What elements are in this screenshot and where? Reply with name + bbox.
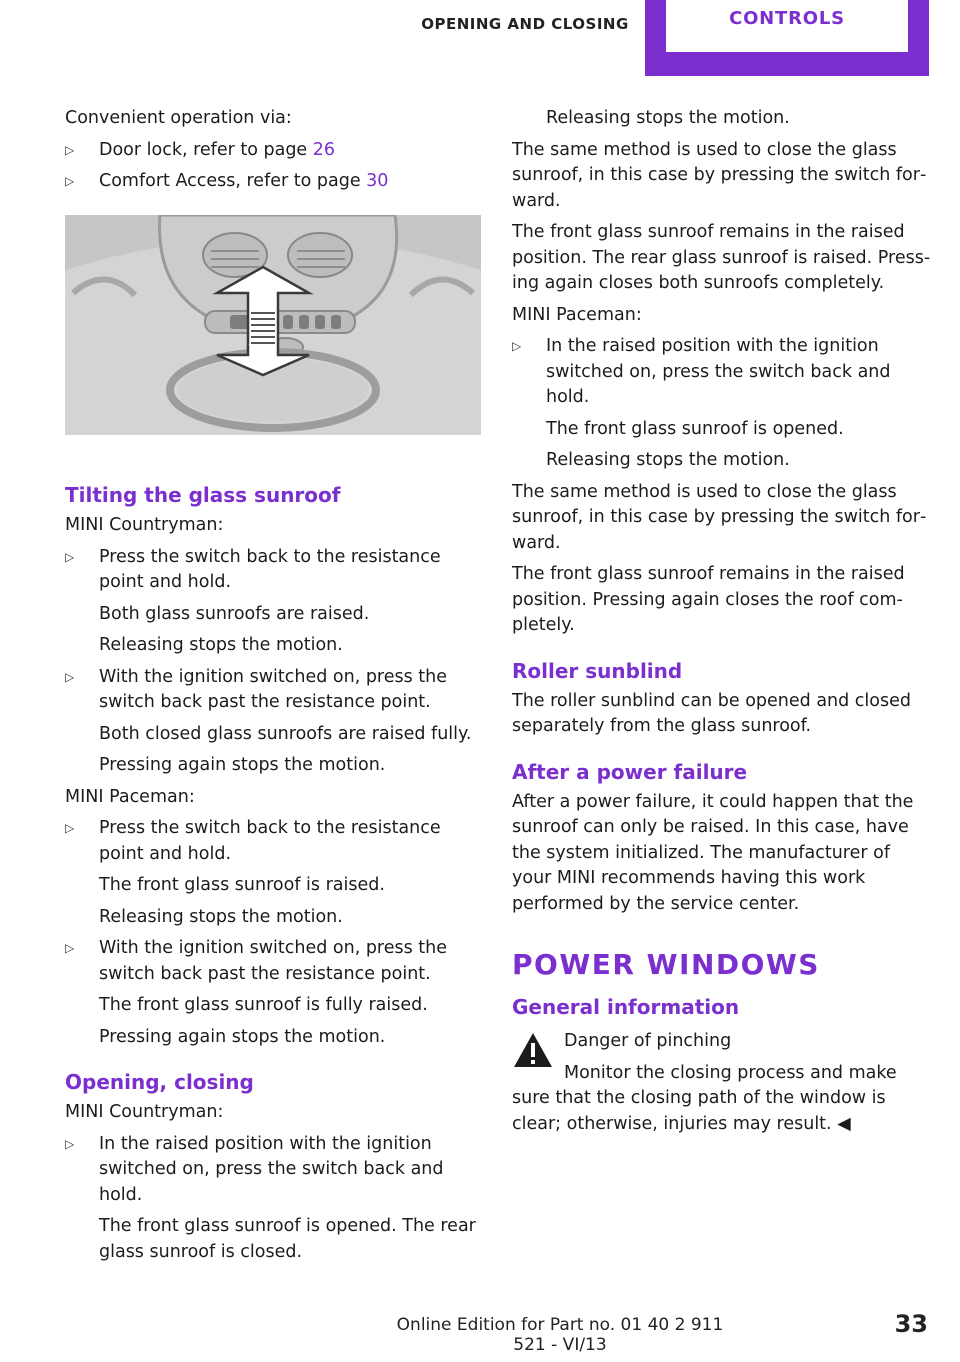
list-item-result: The front glass sunroof is raised. [99, 875, 385, 895]
page-link[interactable]: 30 [366, 171, 389, 191]
list-item-text: Press the switch back to the resistance point and hold. [99, 546, 441, 592]
chapter-tab [645, 0, 929, 76]
warning-text: Monitor the closing process and make [564, 1062, 897, 1083]
list-item-result: Pressing again stops the motion. [99, 1026, 386, 1047]
intro-list [65, 138, 483, 195]
list-item-text: In the raised position with the ignition switched on, press the switch back and hold. [546, 336, 891, 407]
triangle-right-icon: ▷ [65, 549, 75, 564]
model-label: MINI Paceman: [65, 786, 195, 807]
paragraph: The same method is used to close the glass sunroof, in this case by pressing the switch for‐ward. [512, 481, 927, 553]
paragraph: The roller sunblind can be opened and closed separately from the glass sunroof. [512, 690, 911, 736]
list-item-result: Both glass sunroofs are raised. [99, 603, 370, 624]
list-item-text: Press the switch back to the resistance point and hold. [99, 818, 441, 864]
list-item-result: Pressing again stops the motion. [99, 755, 386, 775]
footer-edition: Online Edition for Part no. 01 40 2 911 521 - VI/13 [396, 1315, 724, 1355]
triangle-right-icon: ▷ [65, 142, 75, 157]
paragraph: The front glass sunroof remains in the raised position. Pressing again closes the roof com‐pletely. [512, 564, 905, 635]
list-item [65, 138, 483, 164]
triangle-right-icon: ▷ [512, 339, 522, 353]
list-item-text: In the raised position with the ignition switched on, press the switch back and hold. [99, 1133, 444, 1205]
list-item [65, 545, 483, 659]
page-link[interactable]: 26 [312, 139, 336, 160]
warning-title: Danger of pinching [564, 1031, 732, 1051]
intro-text: Convenient operation via: [65, 108, 292, 128]
section-heading-power-failure: After a power failure [512, 759, 748, 784]
list-item-text: Door lock, refer to page [99, 139, 313, 160]
end-mark-icon: ◀ [837, 1113, 851, 1134]
list-item-text: Comfort Access, refer to page [99, 171, 367, 191]
paragraph: The front glass sunroof remains in the raised position. The rear glass sunroof is raised. Press‐ing again closes both sunroofs completely. [512, 222, 931, 293]
list-item [65, 1132, 483, 1266]
chapter-tab-label: CONTROLS [666, 0, 908, 52]
triangle-right-icon: ▷ [65, 669, 75, 684]
list-item-result: Releasing stops the motion. [99, 906, 343, 927]
triangle-right-icon: ▷ [65, 821, 75, 835]
list-item [65, 665, 483, 779]
paragraph: The same method is used to close the glass sunroof, in this case by pressing the switch for‐ward. [512, 139, 927, 211]
list-item [65, 169, 483, 195]
warning-triangle-icon [512, 1031, 554, 1069]
model-label: MINI Paceman: [512, 304, 642, 325]
page-number: 33 [894, 1310, 928, 1338]
list-item [65, 816, 483, 930]
paceman-opening-list [512, 334, 932, 474]
list-item-result: Releasing stops the motion. [99, 635, 343, 655]
right-column [512, 106, 932, 1137]
warning-text: sure that the closing path of the window is clear; otherwise, injuries may result. [512, 1088, 886, 1134]
list-item-result: Releasing stops the motion. [546, 450, 790, 470]
countryman-tilting-list [65, 545, 483, 779]
list-item-text: With the ignition switched on, press the switch back past the resistance point. [99, 938, 448, 984]
warning-box [512, 1029, 932, 1137]
chapter-heading-power-windows: POWER WINDOWS [512, 948, 820, 981]
section-heading-general-information: General information [512, 995, 740, 1019]
section-heading-roller-sunblind: Roller sunblind [512, 658, 683, 683]
list-item-result: The front glass sunroof is opened. [546, 418, 844, 439]
running-header-section: OPENING AND CLOSING [421, 15, 629, 33]
triangle-right-icon: ▷ [65, 941, 75, 955]
list-item-result: Both closed glass sunroofs are raised fully. [99, 723, 472, 744]
countryman-opening-list [65, 1132, 483, 1266]
section-heading-opening: Opening, closing [65, 1070, 254, 1094]
triangle-right-icon: ▷ [65, 1136, 75, 1151]
paceman-tilting-list [65, 816, 483, 1050]
list-item-result: The front glass sunroof is fully raised. [99, 995, 428, 1015]
left-column [65, 106, 483, 1271]
triangle-right-icon: ▷ [65, 174, 75, 188]
list-item-text: With the ignition switched on, press the switch back past the resistance point. [99, 666, 448, 712]
list-item [65, 936, 483, 1050]
model-label: MINI Countryman: [65, 1102, 224, 1122]
list-item [512, 334, 932, 474]
list-continuation: Releasing stops the motion. [546, 108, 790, 128]
paragraph: After a power failure, it could happen that the sunroof can only be raised. In this case, have the system initialized. The manufacturer of your MINI recommends having this work performed by the service center. [512, 791, 914, 914]
model-label: MINI Countryman: [65, 515, 224, 535]
list-item-result: The front glass sunroof is opened. The rear glass sunroof is closed. [99, 1216, 476, 1262]
sunroof-switch-illustration [65, 215, 481, 435]
section-heading-tilting: Tilting the glass sunroof [65, 483, 341, 507]
